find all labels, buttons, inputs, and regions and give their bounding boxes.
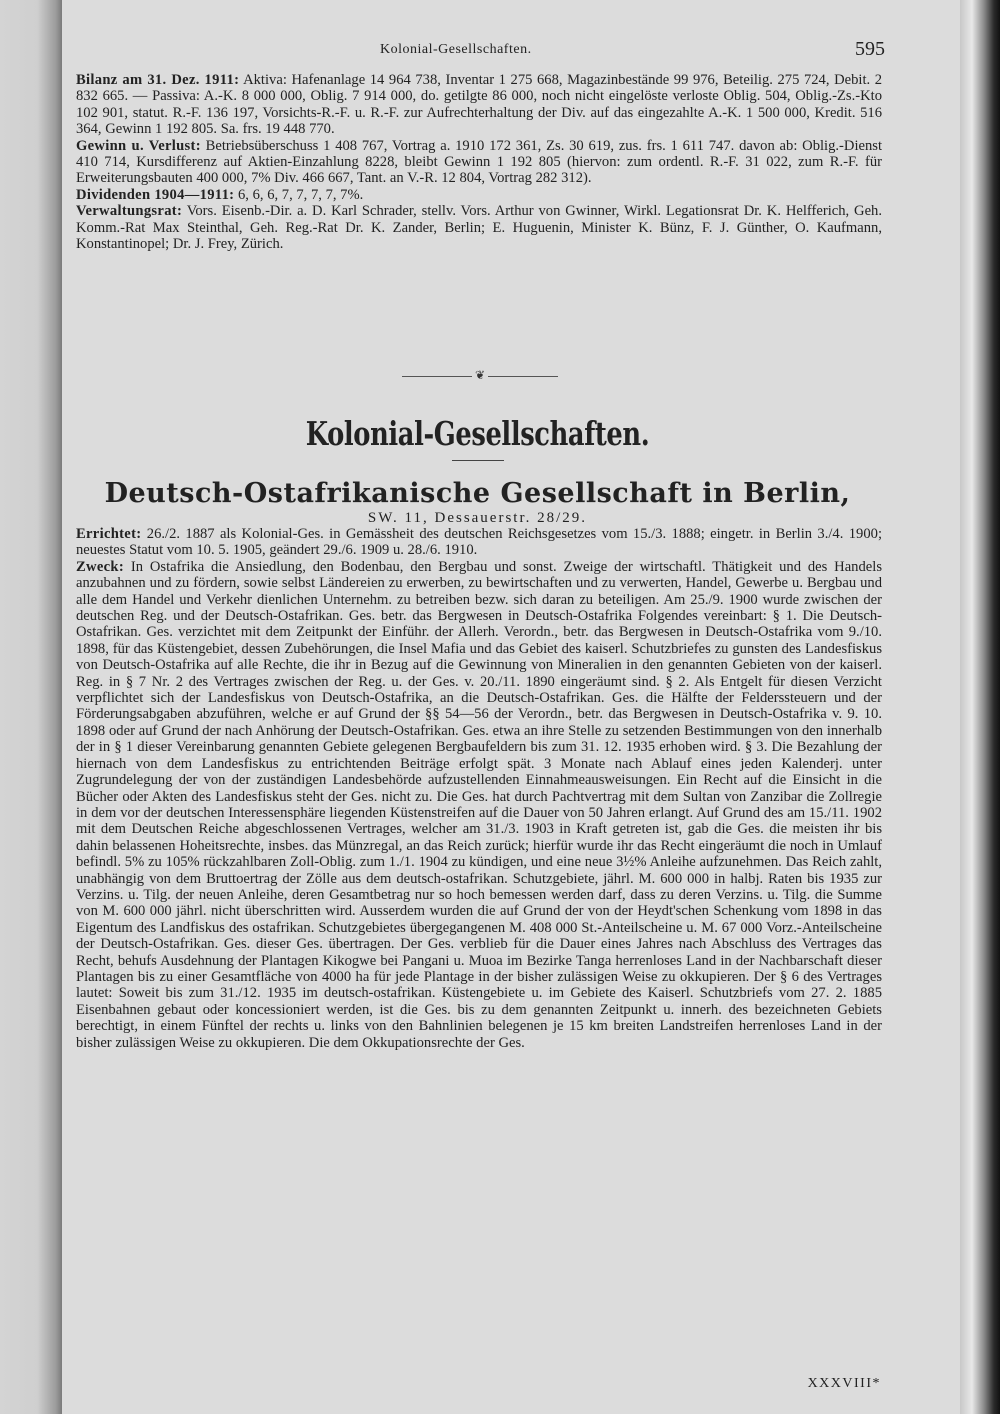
errichtet-label: Errichtet: — [76, 526, 142, 542]
ornament-icon: ❦ — [474, 368, 486, 382]
previous-company-entry — [76, 72, 882, 252]
zweck-label: Zweck: — [76, 558, 125, 575]
running-head — [70, 38, 885, 62]
verwaltungsrat-label: Verwaltungsrat: — [76, 203, 183, 220]
company-name: Deutsch-Ostafrikanische Gesellschaft in Berlin, — [104, 478, 851, 509]
dividenden-label: Dividenden 1904—1911: — [76, 186, 235, 203]
ornament-divider — [360, 368, 600, 384]
gewinn-text: Betriebsüberschuss 1 408 767, Vortrag a. 1910 172 361, Zs. 30 619, zus. frs. 1 611 747. davon ab: Oblig.-Dienst 410 714, Kursdifferenz auf Aktien-Einzahlung 8228, bleibt Gewinn 1 192 805 (hiervon: zum ordentl. R.-F. 31 022, zum R.-F. für Erweiterungsbauten 400 000, 7% Div. 466 667, Tant. an V.-R. 12 804, Vortrag 282 312). — [76, 137, 883, 187]
scan-right-margin — [960, 0, 1000, 1414]
bilanz-text: Aktiva: Hafenanlage 14 964 738, Inventar 1 275 668, Magazinbestände 99 976, Beteilig. 275 724, Debit. 2 832 665. — Passiva: A.-K. 8 000 000, Oblig. 7 914 000, do. getilgte 86 000, noch nicht eingelöste verloste Oblig. 504, Oblig.-Zs.-Kto 102 901, statut. R.-F. 136 197, Vorsichts-R.-F. u. R.-F. zur Aufrechterhaltung der Div. auf das eingezahlte A.-K. 1 500 000, Kredit. 516 364, Gewinn 1 192 805. Sa. frs. 19 448 770. — [76, 72, 883, 138]
company-entry — [76, 526, 882, 1051]
zweck-paragraph — [76, 559, 882, 1051]
dividenden-paragraph — [76, 187, 882, 203]
bilanz-label: Bilanz am 31. Dez. 1911: — [76, 72, 240, 88]
title-rule — [452, 460, 504, 461]
errichtet-text: 26./2. 1887 als Kolonial-Ges. in Gemässheit des deutschen Reichsgesetzes vom 15./3. 1888; eingetr. in Berlin 3./4. 1900; neuestes Statut vom 10. 5. 1905, geändert 29./6. 1909 u. 28./6. 1910. — [76, 526, 882, 559]
company-address: SW. 11, Dessauerstr. 28/29. — [367, 510, 588, 526]
page-number: 595 — [855, 38, 885, 60]
scan-left-margin — [0, 0, 62, 1414]
bilanz-paragraph — [76, 72, 882, 138]
dividenden-text: 6, 6, 6, 7, 7, 7, 7, 7%. — [238, 186, 364, 203]
gewinn-label: Gewinn u. Verlust: — [76, 137, 201, 154]
gewinn-paragraph — [76, 138, 882, 187]
verwaltungsrat-text: Vors. Eisenb.-Dir. a. D. Karl Schrader, stellv. Vors. Arthur von Gwinner, Wirkl. Legationsrat Dr. K. Helfferich, Geh. Komm.-Rat Max Steinthal, Geh. Reg.-Rat Dr. K. Zander, Berlin; E. Huguenin, Minister K. Bünz, F. J. Günther, O. Kaufmann, Konstantinopel; Dr. J. Frey, Zürich. — [76, 203, 882, 253]
signature-mark: XXXVIII* — [807, 1376, 881, 1391]
book-page — [70, 30, 885, 1400]
errichtet-paragraph — [76, 526, 882, 559]
zweck-text: In Ostafrika die Ansiedlung, den Bodenbau, den Bergbau und sonst. Zweige der wirtschaftl. Thätigkeit und des Handels anzubahnen und zu fördern, sowie selbst Ländereien zu erwerben, zu bewirtschaften und zu verwerten, Handel, Gewerbe u. Bergbau und alle dem Handel und Verkehr dienlichen Unternehm. zu betreiben bezw. sich daran zu beteiligen. Am 25./9. 1900 wurde zwischen der deutschen Reg. und der Deutsch-Ostafrikan. Ges. betr. das Bergwesen in Deutsch-Ostafrika Folgendes vereinbart: § 1. Die Deutsch-Ostafrikan. Ges. verzichtet mit dem Zeitpunkt der Einführ. der Allerh. Verordn., betr. das Bergwesen in Deutsch-Ostafrika vom 9./10. 1898, für das Küstengebiet, dessen Zubehörungen, die Insel Mafia und das Gebiet des kaiserl. Schutzbriefes zu gunsten des Landesfiskus von Deutsch-Ostafrika auf alle Rechte, die ihr in Bezug auf die Gewinnung von Mineralien in den genannten Gebieten von der kaiserl. Reg. in § 7 Nr. 2 des Vertrages zwischen der Reg. u. der Ges. v. 20./11. 1890 eingeräumt sind. § 2. Als Entgelt für diesen Verzicht verpflichtet sich der Landesfiskus von Deutsch-Ostafrika, an die Deutsch-Ostafrikan. Ges. die Hälfte der Felderssteuern und der Förderungsabgaben abzuführen, welche er auf Grund der §§ 54—56 der Verordn., betr. das Bergwesen in Deutsch-Ostafrika v. 9. 10. 1898 oder auf Grund der nach Anhörung der Deutsch-Ostafrikan. Ges. etwa an ihre Stelle zu setzenden Bestimmungen von den innerhalb der in § 1 dieser Vereinbarung genannten Gebiete gelegenen Bergbaufeldern bis zum 31. 12. 1935 erhoben wird. § 3. Die Bezahlung der hiernach von dem Landesfiskus zu entrichtenden Beiträge erfolgt spät. 3 Monate nach Ablauf eines jeden Kalenderj. unter Zugrundelegung der von der zuständigen Landesbehörde aufzustellenden Einnahmeausweisungen. Ein Recht auf die Einsicht in die Bücher oder Akten des Landesfiskus steht der Ges. nicht zu. Die Ges. hat durch Pachtvertrag mit dem Sultan von Zanzibar die Zollregie in dem vor der deutschen Interessensphäre liegenden Küstenstreifen auf die Dauer von 50 Jahren erlangt. Auf Grund des am 15./11. 1902 mit dem Deutschen Reiche abgeschlossenen Vertrages, welcher am 31./3. 1903 in Kraft getreten ist, gab die Ges. die meisten ihr bis dahin belassenen Hoheitsrechte, insbes. das Münzregal, an das Reich zurück; hierfür wurde ihr das Recht eingeräumt die noch in Umlauf befindl. 5% zu 105% rückzahlbaren Zoll-Oblig. zum 1./1. 1904 zu kündigen, und eine neue 3½% Anleihe aufzunehmen. Das Reich zahlt, unabhängig von dem Bruttoertrag der Zölle aus dem deutsch-ostafrikan. Schutzgebiete, jährl. M. 600 000 in halbj. Raten bis 1935 zur Verzins. u. Tilg. der neuen Anleihe, deren Gesamtbetrag nur so hoch bemessen werden darf, dass zu deren Verzins. u. Tilg. die Summe von M. 600 000 jährl. nicht überschritten wird. Ausserdem wurden die auf Grund der von der Heydt'schen Schenkung vom 1898 in das Eigentum des Landfiskus des ostafrikan. Schutzgebietes übergegangenen M. 408 000 St.-Anteilscheine u. M. 67 000 Vorz.-Anteilscheine der Deutsch-Ostafrikan. Ges. dieser Ges. übertragen. Der Ges. verblieb für die Dauer eines Jahres nach Abschluss des Vertrages das Recht, behufs Ausdehnung der Plantagen Kikogwe bei Pangani u. Muoa im Bezirke Tanga herrenloses Land in der Nachbarschaft dieser Plantagen bis zu einer Gesamtfläche von 4000 ha für jede Plantage in der bisher zulässigen Weise zu okkupieren. Der § 6 des Vertrages lautet: Soweit bis zum 31./12. 1935 im deutsch-ostafrikan. Küstengebiete u. im Gebiete des Kaiserl. Schutzbriefs vom 27. 2. 1885 Eisenbahnen gebaut oder koncessioniert werden, ist die Ges. bis zu dem genannten Zeitpunkt u. innerh. des bezeichneten Gebiets berechtigt, in einem Fünftel der rechts u. links von den Bahnlinien belegenen je 15 km breiten Landstreifen herrenloses Land in der bisher zulässigen Weise zu okkupieren. Die dem Okkupationsrechte der Ges. — [76, 558, 882, 1051]
running-title: Kolonial-Gesellschaften. — [380, 42, 532, 57]
section-title: Kolonial-Gesellschaften. — [305, 414, 650, 453]
verwaltungsrat-paragraph — [76, 203, 882, 252]
